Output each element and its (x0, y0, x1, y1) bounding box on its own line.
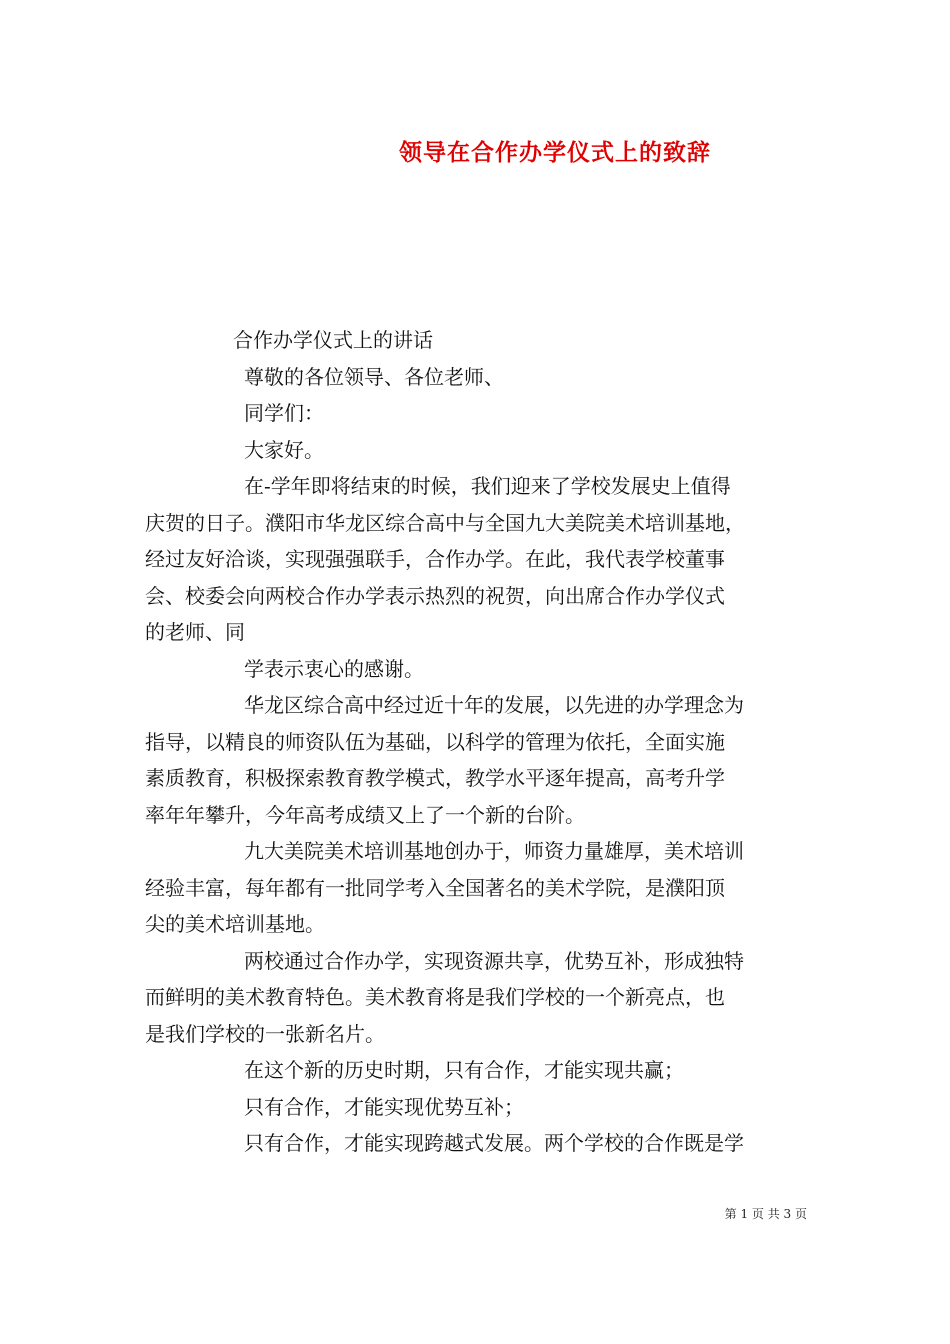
paragraph-line: 两校通过合作办学，实现资源共享，优势互补，形成独特 (244, 948, 744, 973)
paragraph-line: 大家好。 (244, 437, 324, 462)
document-title: 领导在合作办学仪式上的致辞 (399, 139, 711, 166)
paragraph-line: 尖的美术培训基地。 (145, 912, 325, 936)
paragraph-line: 素质教育，积极探索教育教学模式，教学水平逐年提高，高考升学 (145, 766, 725, 790)
paragraph-line: 在-学年即将结束的时候，我们迎来了学校发展史上值得 (244, 474, 731, 498)
paragraph-line: 学表示衷心的感谢。 (244, 656, 424, 681)
paragraph-line: 九大美院美术培训基地创办于，师资力量雄厚，美术培训 (244, 839, 744, 863)
paragraph-line: 在这个新的历史时期，只有合作，才能实现共赢； (244, 1058, 684, 1082)
paragraph-line: 指导，以精良的师资队伍为基础，以科学的管理为依托，全面实施 (145, 729, 725, 754)
paragraph-line: 只有合作，才能实现优势互补； (244, 1094, 524, 1119)
paragraph-line: 经过友好洽谈，实现强强联手，合作办学。在此，我代表学校董事 (145, 547, 725, 571)
page-number: 第 1 页 共 3 页 (724, 1207, 807, 1221)
paragraph-line: 只有合作，才能实现跨越式发展。两个学校的合作既是学 (244, 1131, 744, 1155)
paragraph-line: 是我们学校的一张新名片。 (145, 1021, 385, 1046)
document-body (145, 322, 815, 1162)
paragraph-line: 尊敬的各位领导、各位老师、 (244, 364, 504, 389)
paragraph-line: 而鲜明的美术教育特色。美术教育将是我们学校的一个新亮点，也 (145, 985, 725, 1009)
speech-heading: 合作办学仪式上的讲话 (233, 328, 433, 352)
paragraph-line: 经验丰富，每年都有一批同学考入全国著名的美术学院，是濮阳顶 (145, 875, 725, 900)
paragraph-line: 华龙区综合高中经过近十年的发展，以先进的办学理念为 (244, 693, 744, 717)
paragraph-line: 庆贺的日子。濮阳市华龙区综合高中与全国九大美院美术培训基地， (145, 510, 745, 535)
paragraph-line: 率年年攀升，今年高考成绩又上了一个新的台阶。 (145, 802, 585, 827)
paragraph-line: 同学们： (244, 401, 324, 425)
paragraph-line: 会、校委会向两校合作办学表示热烈的祝贺，向出席合作办学仪式 (145, 583, 725, 608)
paragraph-line: 的老师、同 (145, 620, 245, 644)
